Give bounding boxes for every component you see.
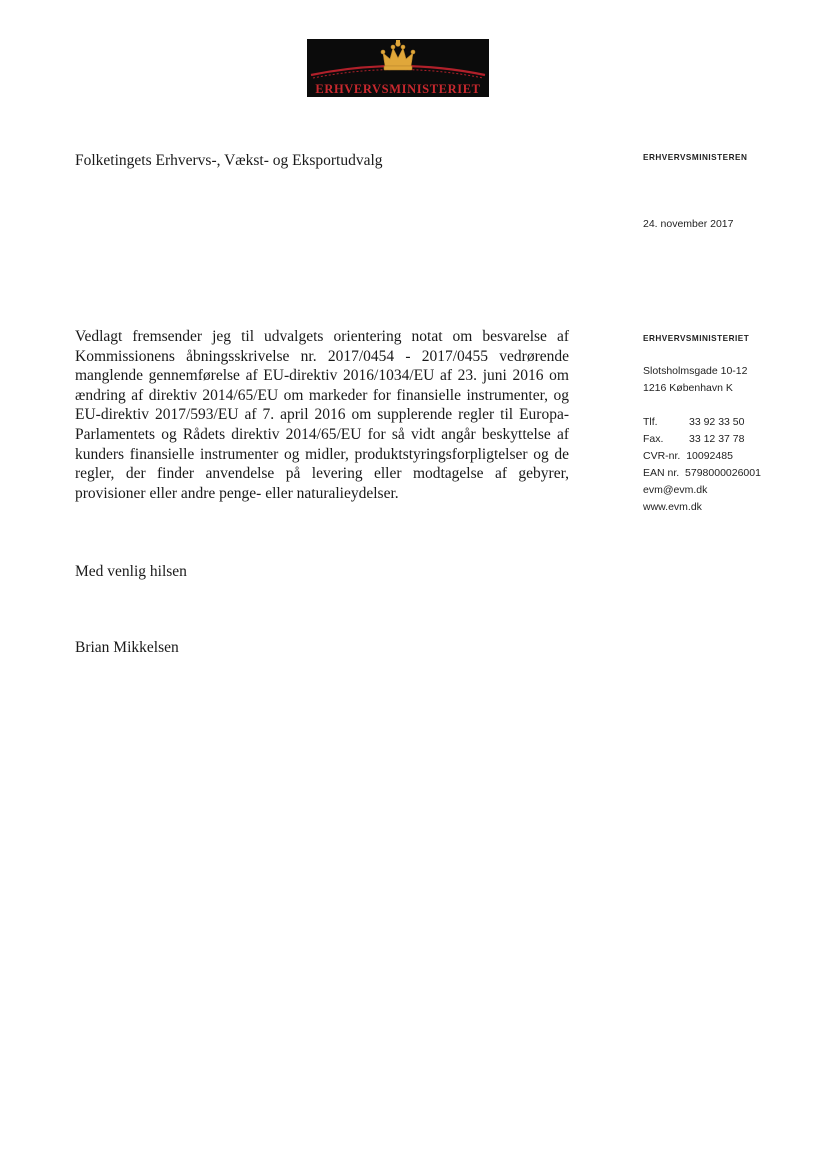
contact-website[interactable]: www.evm.dk — [643, 501, 702, 513]
address-city: 1216 København K — [643, 382, 733, 394]
contact-cvr — [643, 448, 761, 465]
ministry-title: ERHVERVSMINISTERIET — [643, 334, 750, 343]
contact-email[interactable]: evm@evm.dk — [643, 484, 708, 496]
contact-value: 10092485 — [686, 450, 733, 462]
contact-phone — [643, 414, 761, 431]
contact-value: 33 12 37 78 — [689, 433, 745, 445]
contact-label: CVR-nr. — [643, 450, 681, 462]
contact-label: Fax. — [643, 433, 664, 445]
logo-wordmark: ERHVERVSMINISTERIET — [315, 82, 481, 96]
recipient-line: Folketingets Erhvervs-, Vækst- og Eksportudvalg — [75, 152, 383, 169]
contact-label: Tlf. — [643, 416, 658, 428]
contact-fax — [643, 431, 761, 448]
ministry-logo — [307, 39, 489, 97]
contact-block — [643, 414, 761, 516]
sender-title: ERHVERVSMINISTEREN — [643, 153, 748, 162]
contact-label: EAN nr. — [643, 467, 680, 479]
letter-date: 24. november 2017 — [643, 218, 734, 230]
address-block — [643, 363, 747, 397]
address-street: Slotsholmsgade 10-12 — [643, 365, 748, 377]
letter-body: Vedlagt fremsender jeg til udvalgets orientering notat om besvarelse af Kommissionens åbningsskrivelse nr. 2017/0454 - 2017/0455 vedrørende manglende gennemførelse af EU-direktiv 2016/1034/EU af 23. juni 2016 om ændring af direktiv 2014/65/EU om markeder for finansielle instrumenter, og EU-direktiv 2017/593/EU af 7. april 2016 om supplerende regler til Europa-Parlamentets og Rådets direktiv 2014/65/EU for så vidt angår beskyttelse af kunders finansielle instrumenter og midler, produktstyringsforpligtelser og de regler, der finder anvendelse på levering eller modtagelse af gebyrer, provisioner eller andre penge- eller naturalieydelser. — [75, 328, 569, 502]
contact-value: 5798000026001 — [685, 467, 761, 479]
contact-value: 33 92 33 50 — [689, 416, 745, 428]
contact-ean — [643, 465, 761, 482]
letter-signature: Brian Mikkelsen — [75, 639, 179, 656]
letter-closing: Med venlig hilsen — [75, 563, 187, 580]
